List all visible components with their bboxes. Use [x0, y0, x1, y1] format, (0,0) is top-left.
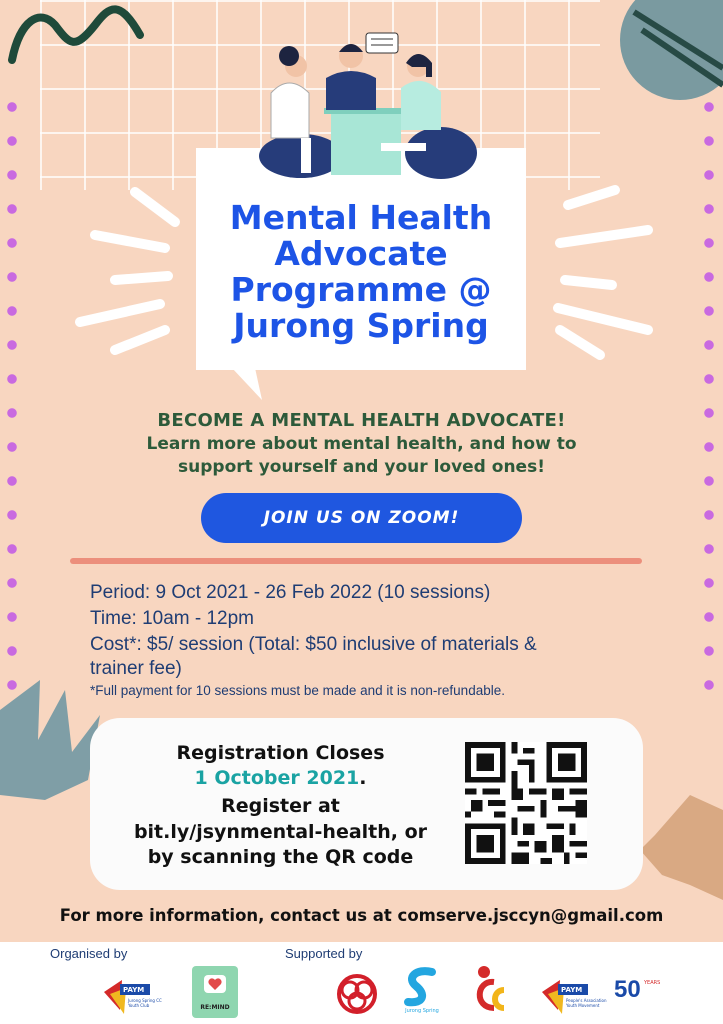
- title-line: Jurong Spring: [233, 306, 489, 345]
- divider: [70, 558, 642, 564]
- period-text: Period: 9 Oct 2021 - 26 Feb 2022 (10 sessions): [90, 582, 491, 603]
- burst-lines-right: [558, 190, 648, 355]
- registration-date-line: [108, 767, 453, 789]
- title-line: Programme @: [230, 270, 492, 309]
- paym-logo: [100, 970, 170, 1018]
- headline: BECOME A MENTAL HEALTH ADVOCATE!: [157, 410, 566, 431]
- programme-title: [196, 200, 526, 344]
- register-at: Register at: [221, 795, 340, 817]
- left-leaf-decoration: [0, 680, 100, 800]
- red-ring-logo: [335, 972, 379, 1016]
- organised-by-label: Organised by: [50, 946, 128, 961]
- paym-flag-icon: [100, 970, 170, 1018]
- paym-subtext: People's Association Youth Movement: [566, 998, 607, 1008]
- paym-text: PAYM: [123, 986, 145, 994]
- paym-text: PAYM: [561, 986, 583, 994]
- burst-lines-left: [80, 192, 175, 350]
- registration-date: 1 October 2021: [194, 767, 360, 789]
- time-text: Time: 10am - 12pm: [90, 608, 255, 629]
- subline: support yourself and your loved ones!: [178, 457, 545, 477]
- registration-closes: Registration Closes: [176, 742, 385, 764]
- right-hand-decoration: [640, 795, 723, 900]
- paym-logo: [538, 970, 614, 1018]
- date-period: .: [359, 767, 367, 789]
- join-zoom-button[interactable]: JOIN US ON ZOOM!: [201, 493, 522, 543]
- cost-text: Cost*: $5/ session (Total: $50 inclusive of materials &: [90, 634, 537, 655]
- speech-tail: [232, 368, 262, 400]
- qr-code[interactable]: [465, 742, 587, 864]
- jurong-spring-text: Jurong Spring: [405, 1008, 439, 1014]
- registration-link[interactable]: bit.ly/jsynmental-health, or: [133, 821, 428, 843]
- remind-heart-icon: [203, 974, 227, 998]
- fifty-years-logo: [614, 976, 664, 1010]
- subline: Learn more about mental health, and how to: [146, 434, 577, 454]
- title-line: Mental Health: [229, 198, 493, 237]
- remind-text: RE:MIND: [200, 1004, 230, 1011]
- remind-logo: [192, 966, 238, 1018]
- sponsor-footer: [0, 942, 723, 1024]
- payment-note: *Full payment for 10 sessions must be made and it is non-refundable.: [90, 683, 505, 698]
- paym-flag-icon: [538, 970, 614, 1018]
- qr-instruction: by scanning the QR code: [147, 846, 414, 868]
- contact-info: For more information, contact us at comserve.jsccyn@gmail.com: [59, 906, 664, 925]
- cost-text: trainer fee): [90, 658, 182, 679]
- fifty-number: 50: [614, 976, 641, 1003]
- squiggle-decoration: [12, 9, 140, 60]
- paym-subtext: Jurong Spring CC Youth Club: [128, 998, 162, 1008]
- people-illustration: [256, 28, 478, 180]
- title-line: Advocate: [274, 234, 448, 273]
- years-text: YEARS: [644, 980, 661, 986]
- jurong-spring-logo: [398, 966, 446, 1020]
- s-wave-icon: [398, 966, 446, 1008]
- community-logo: [470, 964, 512, 1018]
- supported-by-label: Supported by: [285, 946, 363, 961]
